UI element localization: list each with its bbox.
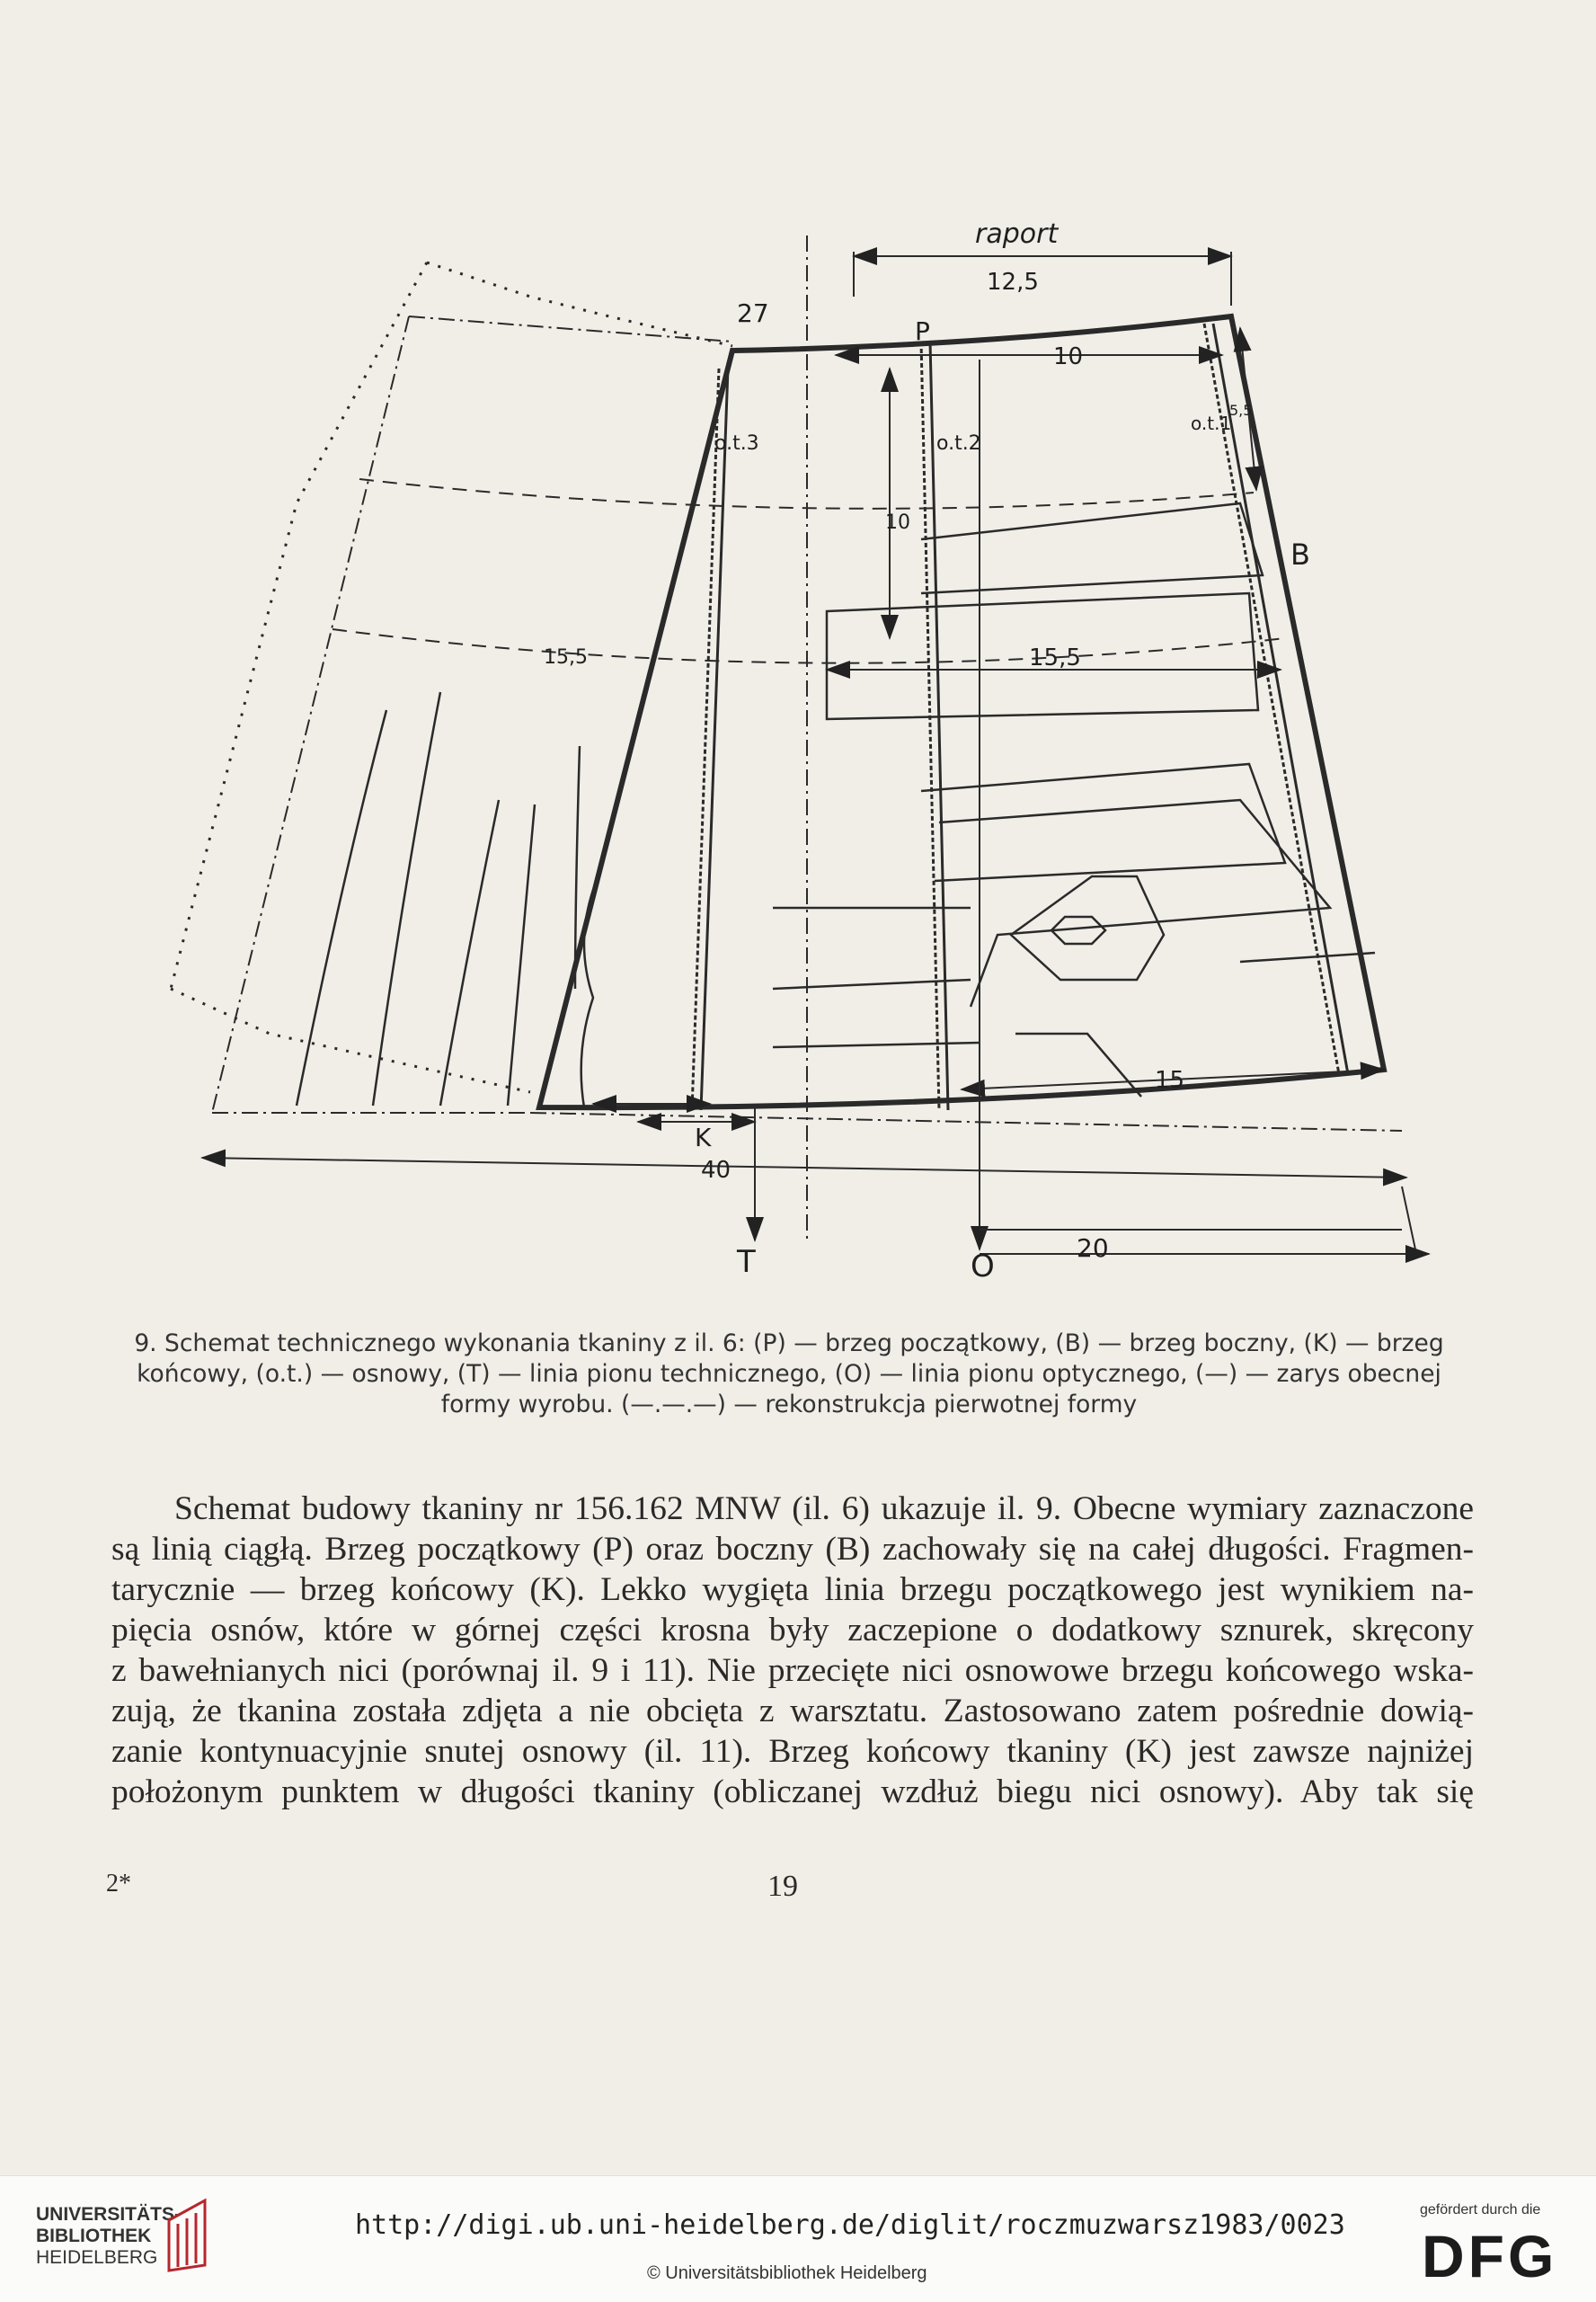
caption-line: końcowy, (o.t.) — osnowy, (T) — linia pionu technicznego, (O) — linia pionu optycznego, (—) — zarys obecnej <box>137 1360 1441 1388</box>
body-line: zanie kontynuacyjnie snutej osnowy (il. 11). Brzeg końcowy tkaniny (K) jest zawsze najniżej <box>111 1733 1474 1770</box>
height-label: 10 <box>885 511 910 534</box>
library-name-line: BIBLIOTHEK <box>36 2226 152 2246</box>
raport-value: 12,5 <box>987 269 1039 296</box>
b-label: B <box>1290 538 1310 572</box>
o-label: O <box>971 1249 995 1284</box>
funding-label: gefördert durch die <box>1420 2202 1541 2218</box>
body-line: zują, że tkanina została zdjęta a nie obcięta z warsztatu. Zastosowano zatem pośrednie dowią- <box>111 1693 1474 1729</box>
ot3-label: o.t.3 <box>714 432 759 455</box>
body-line: Schemat budowy tkaniny nr 156.162 MNW (il. 6) ukazuje il. 9. Obecne wymiary zaznaczone <box>174 1490 1474 1527</box>
copyright-notice: © Universitätsbibliothek Heidelberg <box>647 2263 927 2283</box>
ot1-label: o.t.1 <box>1191 413 1232 434</box>
bottom-width-label: 40 <box>701 1157 732 1184</box>
p-label: P <box>915 316 930 346</box>
body-line: tarycznie — brzeg końcowy (K). Lekko wygięta linia brzegu początkowego jest wynikiem na- <box>111 1571 1474 1608</box>
caption-line: 9. Schemat technicznego wykonania tkaniny z il. 6: (P) — brzeg początkowy, (B) — brzeg boczny, (K) — brzeg <box>134 1329 1444 1357</box>
body-paragraph <box>111 1489 1474 1812</box>
right-bottom-label: 20 <box>1077 1233 1109 1263</box>
raport-label: raport <box>975 218 1059 250</box>
library-logo-text[interactable] <box>36 2204 181 2269</box>
library-logo-icon <box>160 2193 232 2274</box>
caption-line: formy wyrobu. (—.—.—) — rekonstrukcja pierwotnej formy <box>440 1391 1138 1418</box>
library-name-line: UNIVERSITÄTS- <box>36 2204 182 2225</box>
left-mid-label: 15,5 <box>544 646 588 669</box>
inner-top-label: 10 <box>1053 343 1084 370</box>
warp-threads <box>692 324 1348 1110</box>
figure-caption <box>106 1329 1472 1420</box>
library-name-line: HEIDELBERG <box>36 2247 158 2268</box>
k-label: K <box>695 1123 712 1152</box>
ot1-value: 5,5 <box>1229 402 1253 419</box>
dashed-guides <box>332 479 1285 663</box>
body-line: z bawełnianych nici (porównaj il. 9 i 11). Nie przecięte nici osnowowe brzegu końcowego wska- <box>111 1652 1474 1689</box>
fringe-strands <box>297 692 593 1107</box>
body-line: są linią ciągłą. Brzeg początkowy (P) oraz boczny (B) zachowały się na całej długości. Fragmen- <box>111 1531 1474 1568</box>
permalink-url[interactable]: http://digi.ub.uni-heidelberg.de/diglit/roczmuzwarsz1983/0023 <box>355 2209 1345 2241</box>
ot2-label: o.t.2 <box>936 432 981 455</box>
top-width-label: 27 <box>737 298 769 328</box>
body-line: położonym punktem w długości tkaniny (obliczanej wzdłuż biegu nici osnowy). Aby tak się <box>111 1773 1474 1810</box>
signature-mark: 2* <box>106 1870 131 1898</box>
bottom-inner-label: 15 <box>1155 1067 1185 1094</box>
body-line: pięcia osnów, które w górnej części krosna były zaczepione o dodatkowy sznurek, skręcony <box>111 1612 1474 1649</box>
dfg-logo[interactable]: DFG <box>1422 2223 1558 2289</box>
mid-width-label: 15,5 <box>1029 644 1081 671</box>
t-label: T <box>737 1244 756 1280</box>
page-number: 19 <box>767 1870 798 1903</box>
